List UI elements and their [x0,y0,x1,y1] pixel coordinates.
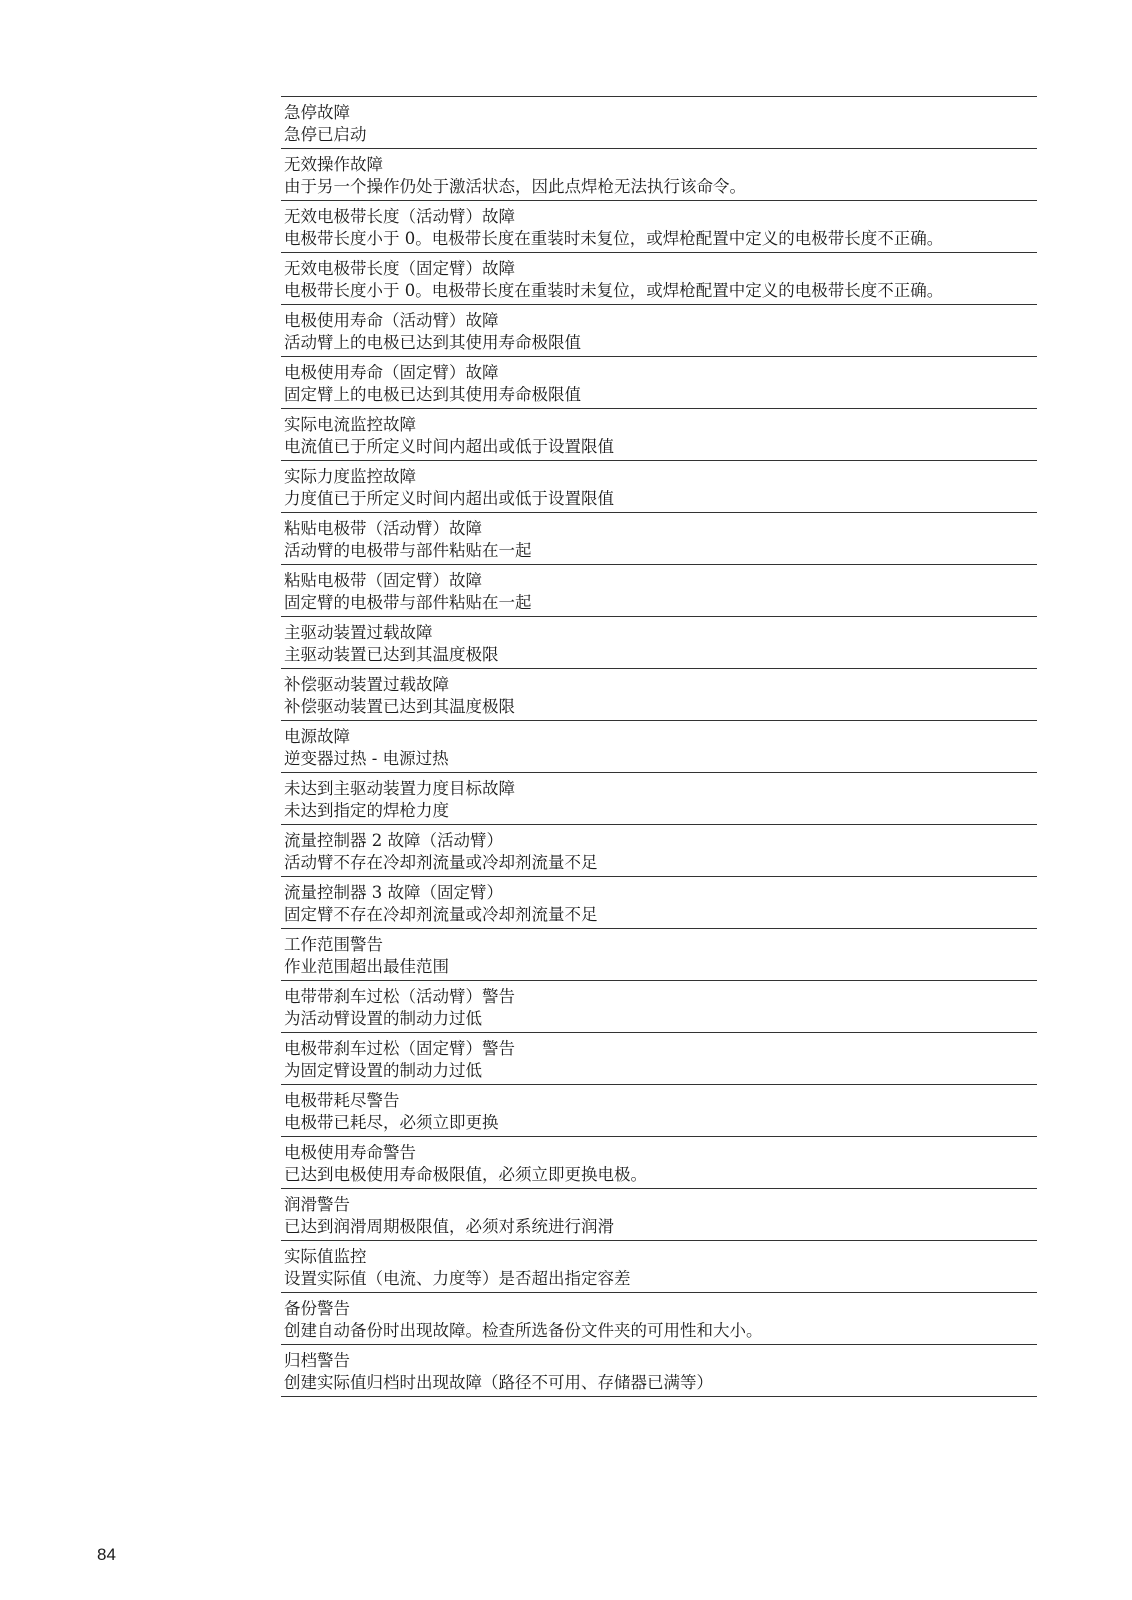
entry-title: 电极带刹车过松（固定臂）警告 [284,1039,515,1058]
entry-description: 补偿驱动装置已达到其温度极限 [284,696,515,716]
entry-description: 电流值已于所定义时间内超出或低于设置限值 [284,436,614,456]
entry-description: 创建自动备份时出现故障。检查所选备份文件夹的可用性和大小。 [284,1320,763,1340]
entry-description: 主驱动装置已达到其温度极限 [284,644,499,664]
entry-description: 已达到润滑周期极限值，必须对系统进行润滑 [284,1216,614,1236]
table-row [281,825,1037,877]
table-row [281,149,1037,201]
entry-title: 电源故障 [284,727,350,746]
entry-title: 流量控制器 2 故障（活动臂） [284,831,503,850]
table-row [281,877,1037,929]
table-row [281,201,1037,253]
entry-description: 固定臂上的电极已达到其使用寿命极限值 [284,384,581,404]
entry-description: 作业范围超出最佳范围 [284,956,449,976]
fault-message-table [281,96,1037,1397]
entry-description: 已达到电极使用寿命极限值，必须立即更换电极。 [284,1164,647,1184]
entry-title: 电带带刹车过松（活动臂）警告 [284,987,515,1006]
page-number: 84 [97,1545,116,1564]
entry-title: 归档警告 [284,1351,350,1370]
entry-title: 电极使用寿命警告 [284,1143,416,1162]
entry-description: 电极带长度小于 0。电极带长度在重装时未复位，或焊枪配置中定义的电极带长度不正确。 [284,228,944,248]
table-row [281,305,1037,357]
table-row [281,1345,1037,1397]
entry-description: 力度值已于所定义时间内超出或低于设置限值 [284,488,614,508]
entry-title: 实际力度监控故障 [284,467,416,486]
table-row [281,981,1037,1033]
table-row [281,461,1037,513]
entry-title: 粘贴电极带（固定臂）故障 [284,571,482,590]
entry-title: 实际电流监控故障 [284,415,416,434]
entry-title: 工作范围警告 [284,935,383,954]
entry-description: 固定臂的电极带与部件粘贴在一起 [284,592,532,612]
entry-title: 电极使用寿命（活动臂）故障 [284,311,499,330]
table-row [281,1137,1037,1189]
entry-description: 由于另一个操作仍处于激活状态，因此点焊枪无法执行该命令。 [284,176,746,196]
table-row [281,565,1037,617]
entry-title: 无效电极带长度（固定臂）故障 [284,259,515,278]
entry-title: 无效操作故障 [284,155,383,174]
entry-title: 润滑警告 [284,1195,350,1214]
entry-description: 固定臂不存在冷却剂流量或冷却剂流量不足 [284,904,598,924]
entry-description: 电极带已耗尽，必须立即更换 [284,1112,499,1132]
entry-title: 未达到主驱动装置力度目标故障 [284,779,515,798]
table-row [281,1241,1037,1293]
table-row [281,929,1037,981]
entry-description: 活动臂上的电极已达到其使用寿命极限值 [284,332,581,352]
entry-description: 逆变器过热 - 电源过热 [284,748,449,768]
entry-description: 电极带长度小于 0。电极带长度在重装时未复位，或焊枪配置中定义的电极带长度不正确。 [284,280,944,300]
table-row [281,617,1037,669]
entry-description: 活动臂不存在冷却剂流量或冷却剂流量不足 [284,852,598,872]
entry-title: 急停故障 [284,103,350,122]
entry-description: 设置实际值（电流、力度等）是否超出指定容差 [284,1268,631,1288]
entry-title: 流量控制器 3 故障（固定臂） [284,883,503,902]
entry-description: 活动臂的电极带与部件粘贴在一起 [284,540,532,560]
entry-description: 创建实际值归档时出现故障（路径不可用、存储器已满等） [284,1372,713,1392]
table-row [281,1085,1037,1137]
table-row [281,357,1037,409]
entry-title: 补偿驱动装置过载故障 [284,675,449,694]
table-row [281,1033,1037,1085]
entry-description: 为活动臂设置的制动力过低 [284,1008,482,1028]
table-row [281,253,1037,305]
table-row [281,773,1037,825]
entry-description: 急停已启动 [284,124,367,144]
table-row [281,1189,1037,1241]
entry-title: 主驱动装置过载故障 [284,623,433,642]
entry-title: 无效电极带长度（活动臂）故障 [284,207,515,226]
entry-title: 电极使用寿命（固定臂）故障 [284,363,499,382]
entry-description: 未达到指定的焊枪力度 [284,800,449,820]
entry-title: 粘贴电极带（活动臂）故障 [284,519,482,538]
entry-description: 为固定臂设置的制动力过低 [284,1060,482,1080]
table-row [281,409,1037,461]
entry-title: 实际值监控 [284,1247,367,1266]
table-row [281,721,1037,773]
table-row [281,97,1037,149]
table-row [281,1293,1037,1345]
table-row [281,513,1037,565]
entry-title: 电极带耗尽警告 [284,1091,400,1110]
table-row [281,669,1037,721]
entry-title: 备份警告 [284,1299,350,1318]
